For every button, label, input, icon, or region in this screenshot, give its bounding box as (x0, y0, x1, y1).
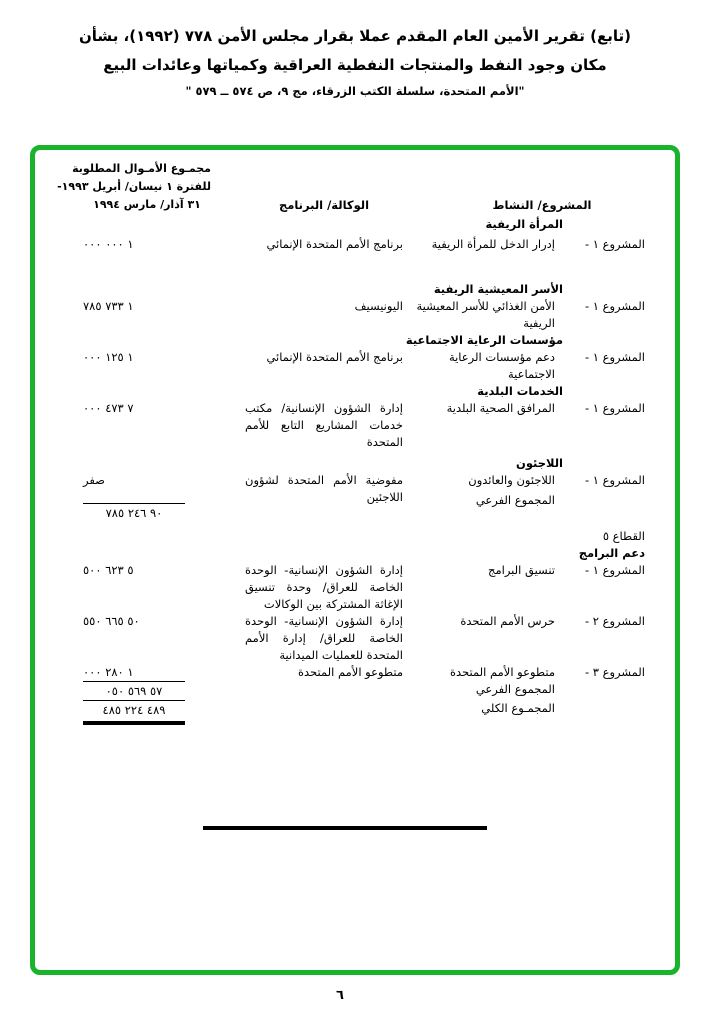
activity-cell: دعم مؤسسات الرعاية الاجتماعية (448, 350, 555, 381)
subtotal-amount-cell (83, 681, 211, 700)
amount-cell (83, 562, 211, 613)
grand-total-amount: ٤٨٩ ٢٢٤ ٤٨٥ (83, 700, 185, 725)
report-title-line1: (تابع) تقرير الأمين العام المقدم عملا بقرار مجلس الأمن ٧٧٨ (١٩٩٢)، بشأن (79, 27, 631, 45)
amount-cell (83, 298, 211, 332)
subtotal-amount: ٩٠ ٢٤٦ ٧٨٥ (83, 503, 185, 522)
amount-value: ٥٠ ٦٦٥ ٥٥٠ (83, 614, 140, 628)
report-source-citation: "الأمم المتحدة، سلسلة الكتب الزرقاء، مج ٩، ص ٥٧٤ ــ ٥٧٩ " (185, 84, 525, 98)
project-label: المشروع ١ - (584, 563, 645, 577)
sector5-heading-row (53, 528, 645, 562)
green-frame (30, 145, 680, 975)
project-label: المشروع ١ - (584, 401, 645, 415)
amount-cell (83, 613, 211, 664)
section-row (53, 281, 645, 298)
agency-cell: إدارة الشؤون الإنسانية- الوحدة الخاصة للعراق/ إدارة الأمم المتحدة للعمليات الميدانية (245, 614, 403, 662)
table-row (53, 613, 645, 664)
section-row (53, 455, 645, 472)
amount-value: ٧ ٤٧٣ ٠٠٠ (83, 401, 134, 415)
project-label: المشروع ٢ - (584, 614, 645, 628)
project-label: المشروع ١ - (584, 350, 645, 364)
subtotal-label: المجموع الفرعي (475, 493, 555, 507)
table-row (53, 298, 645, 332)
column-header-amount (57, 160, 211, 214)
grand-total-row (53, 700, 645, 725)
column-header-agency-program: الوكالة/ البرنامج (278, 198, 370, 212)
amount-cell (83, 236, 211, 253)
grand-total-label: المجمـوع الكلي (481, 701, 555, 715)
subtotal-amount: ٥٧ ٥٦٩ ٠٥٠ (83, 681, 185, 700)
project-label: المشروع ٣ - (584, 665, 645, 679)
sector5-subtitle: دعم البرامج (578, 546, 645, 560)
table-row (53, 400, 645, 451)
page-number: ٦ (336, 988, 344, 1003)
table-row (53, 349, 645, 383)
subtotal-amount-cell (83, 492, 211, 522)
agency-cell: متطوعو الأمم المتحدة (298, 665, 403, 679)
agency-cell: إدارة الشؤون الإنسانية/ مكتب خدمات المشاريع التابع للأمم المتحدة (245, 401, 403, 449)
report-title-line2: مكان وجود النفط والمنتجات النفطية العراقية وكمياتها وعائدات البيع (103, 56, 607, 74)
project-label: المشروع ١ - (584, 237, 645, 251)
activity-cell: متطوعو الأمم المتحدة (450, 665, 555, 679)
amount-header-line1: مجمـوع الأمـوال المطلوبة (72, 162, 211, 175)
agency-cell: اليونيسيف (354, 299, 403, 313)
column-header-project-activity: المشروع/ النشاط (492, 198, 592, 212)
amount-value: ١ ١٢٥ ٠٠٠ (83, 350, 134, 364)
agency-cell: إدارة الشؤون الإنسانية- الوحدة الخاصة للعراق/ وحدة تنسيق الإغاثة المشتركة بين الوكالات (245, 563, 403, 611)
amount-header-line2: للفترة ١ نيسان/ أبريل ١٩٩٣- (57, 180, 211, 193)
section-title: الخدمات البلدية (477, 384, 563, 398)
amount-header-line3: ٣١ آذار/ مارس ١٩٩٤ (93, 198, 201, 211)
activity-cell: إدرار الدخل للمرأة الريفية (431, 237, 555, 251)
amount-cell (83, 664, 211, 681)
table-row (53, 562, 645, 613)
activity-cell: الأمن الغذائي للأسر المعيشية الريفية (416, 299, 555, 330)
amount-value: ١ ٧٣٣ ٧٨٥ (83, 299, 134, 313)
grand-total-amount-cell (83, 700, 211, 725)
sector5-title: القطاع ٥ (602, 529, 645, 543)
amount-cell (83, 349, 211, 383)
project-label: المشروع ١ - (584, 473, 645, 487)
amount-value: ١ ٢٨٠ ٠٠٠ (83, 665, 134, 679)
activity-cell: اللاجئون والعائدون (468, 473, 555, 487)
table-header-row (53, 160, 645, 214)
section-row (53, 216, 645, 233)
section-row (53, 332, 645, 349)
section-title: مؤسسات الرعاية الاجتماعية (405, 333, 563, 347)
sector5-heading (83, 528, 645, 562)
amount-value: ٥ ٦٢٣ ٥٠٠ (83, 563, 134, 577)
agency-cell: برنامج الأمم المتحدة الإنمائي (266, 237, 403, 251)
subtotal-label: المجموع الفرعي (475, 682, 555, 696)
section-row (53, 383, 645, 400)
table-row (53, 664, 645, 681)
activity-cell: حرس الأمم المتحدة (460, 614, 555, 628)
project-label: المشروع ١ - (584, 299, 645, 313)
activity-cell: المرافق الصحية البلدية (446, 401, 555, 415)
amount-cell (83, 400, 211, 451)
section-title: الأسر المعيشية الريفية (433, 282, 563, 296)
agency-cell: مفوضية الأمم المتحدة لشؤون اللاجئين (245, 473, 403, 504)
section-title: المرأة الريفية (485, 217, 563, 231)
subtotal-row (53, 681, 645, 700)
activity-cell: تنسيق البرامج (488, 563, 555, 577)
document-header (35, 22, 675, 102)
amount-value: صفر (83, 473, 105, 487)
funds-table (35, 150, 675, 725)
amount-value: ١ ٠٠٠ ٠٠٠ (83, 237, 134, 251)
agency-cell: برنامج الأمم المتحدة الإنمائي (266, 350, 403, 364)
divider-line (203, 826, 487, 830)
table-row (53, 236, 645, 253)
section-title: اللاجئون (516, 456, 563, 470)
